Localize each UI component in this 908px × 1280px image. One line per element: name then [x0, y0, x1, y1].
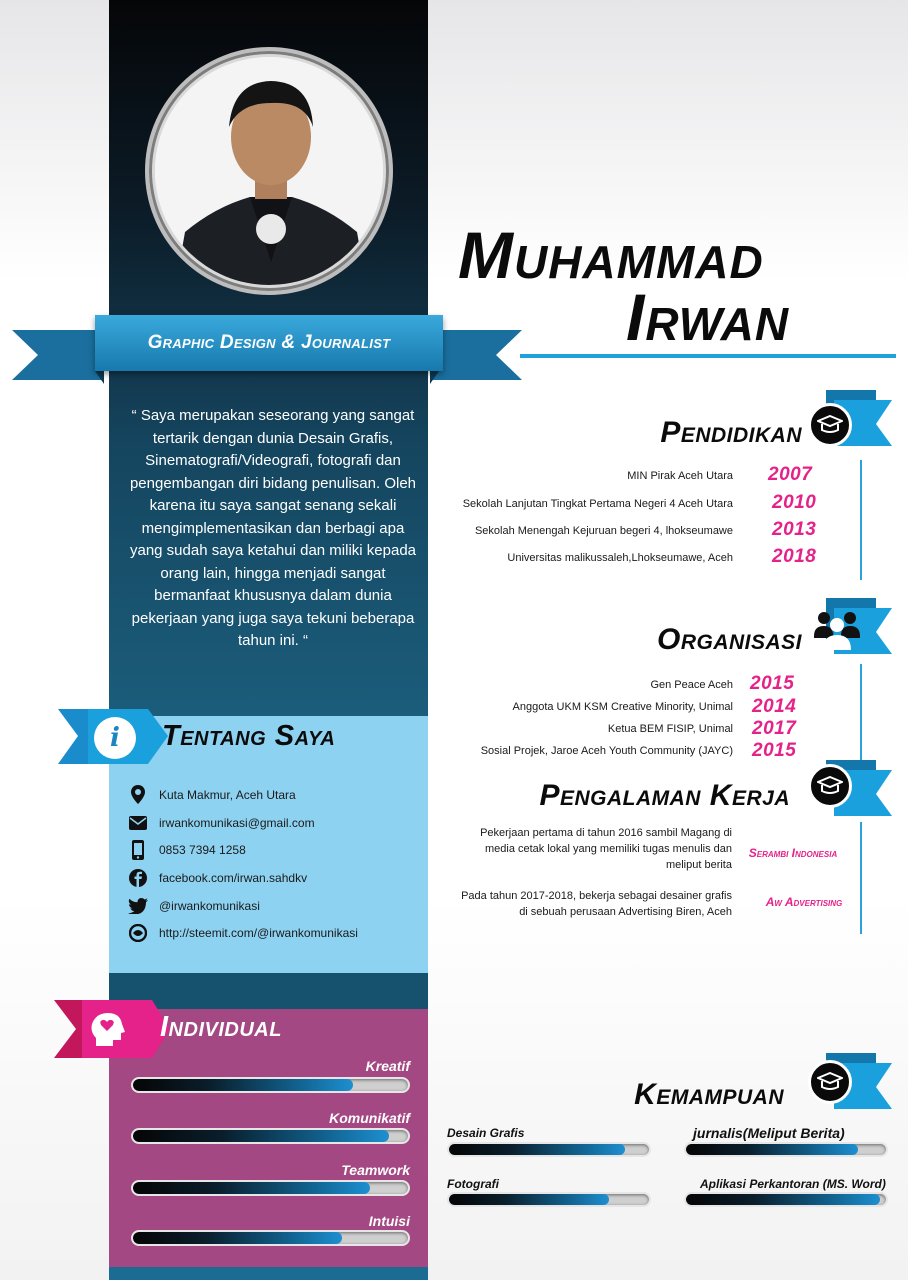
skill-bar-fill	[449, 1144, 625, 1155]
contact-phone: 0853 7394 1258	[159, 843, 246, 857]
organisasi-item: Sosial Projek, Jaroe Aceh Youth Community (JAYC)	[480, 745, 733, 757]
about-text: “ Saya merupakan seseorang yang sangat tertarik dengan dunia Desain Grafis, Sinematografi/Videografi, fotografi dan pengembangan diri bidang penulisan. Oleh karena itu saya sangat senang sekali mengimplementasikan dan berbagi apa yang sudah saya ketahui dan miliki kepada orang lain, hingga menjadi sangat bermanfaat khususnya dalam dunia pekerjaan yang juga saya tekuni beberapa tahun ini. “	[129, 407, 417, 649]
tentang-title: Tentang Saya	[162, 720, 336, 752]
skill-bar-fill	[133, 1232, 342, 1244]
steemit-icon	[128, 923, 148, 943]
kemampuan-skill-label: Desain Grafis	[447, 1126, 525, 1140]
organisasi-timeline-line	[860, 664, 862, 760]
twitter-icon	[128, 896, 148, 916]
pendidikan-item: MIN Pirak Aceh Utara	[627, 470, 733, 482]
skill-bar-fill	[133, 1079, 353, 1091]
pendidikan-year: 2018	[772, 546, 817, 567]
kemampuan-skill-label: jurnalis(Meliput Berita)	[693, 1125, 845, 1141]
pengalaman-item: Pekerjaan pertama di tahun 2016 sambil Magang di media cetak lokal yang memiliki tugas menulis dan meliput berita	[480, 827, 732, 871]
kemampuan-skill-bar	[684, 1142, 888, 1157]
pengalaman-timeline-line	[860, 822, 862, 934]
individual-skill-label: Intuisi	[368, 1213, 410, 1229]
kemampuan-title: Kemampuan	[634, 1078, 784, 1111]
organisasi-year: 2015	[750, 673, 795, 694]
kemampuan-skill-bar	[447, 1142, 651, 1157]
individual-skill-bar	[131, 1077, 410, 1093]
organisasi-item: Gen Peace Aceh	[650, 679, 733, 691]
pengalaman-company: Serambi Indonesia	[748, 846, 838, 860]
individual-skill-bar	[131, 1128, 410, 1144]
skill-bar-fill	[449, 1194, 609, 1205]
contact-row-address	[128, 783, 296, 807]
phone-icon	[128, 840, 148, 860]
organisasi-year: 2017	[752, 718, 797, 739]
kemampuan-skill-label: Fotografi	[447, 1177, 499, 1191]
contact-twitter[interactable]: @irwankomunikasi	[159, 899, 260, 913]
pengalaman-title: Pengalaman Kerja	[539, 779, 790, 812]
role-banner	[95, 315, 443, 371]
name-underline	[520, 354, 896, 358]
individual-skill-label: Komunikatif	[329, 1110, 410, 1126]
organisasi-item: Ketua BEM FISIP, Unimal	[607, 723, 733, 735]
contact-email[interactable]: irwankomunikasi@gmail.com	[159, 816, 315, 830]
organisasi-year: 2014	[752, 696, 797, 717]
pendidikan-year: 2010	[772, 492, 817, 513]
contact-facebook[interactable]: facebook.com/irwan.sahdkv	[159, 871, 308, 885]
email-icon	[128, 813, 148, 833]
skill-bar-fill	[686, 1194, 880, 1205]
last-name: Irwan	[626, 280, 790, 354]
individual-skill-label: Teamwork	[341, 1162, 410, 1178]
pendidikan-item: Universitas malikussaleh,Lhokseumawe, Aceh	[507, 552, 733, 564]
contact-address: Kuta Makmur, Aceh Utara	[159, 788, 296, 802]
pengalaman-company: Aw Advertising	[765, 895, 843, 909]
skill-bar-fill	[686, 1144, 858, 1155]
contact-row-email	[128, 811, 315, 835]
contact-row-twitter	[128, 894, 260, 918]
organisasi-item: Anggota UKM KSM Creative Minority, Unimal	[512, 701, 733, 713]
graduation-cap-icon	[808, 764, 852, 808]
skill-bar-fill	[133, 1182, 370, 1194]
pendidikan-item: Sekolah Menengah Kejuruan begeri 4, lhokseumawe	[474, 525, 733, 537]
kemampuan-skill-label: Aplikasi Perkantoran (MS. Word)	[700, 1177, 886, 1191]
pendidikan-year: 2013	[772, 519, 817, 540]
contact-steemit[interactable]: http://steemit.com/@irwankomunikasi	[159, 926, 358, 940]
pengalaman-item: Pada tahun 2017-2018, bekerja sebagai desainer grafis di sebuah perusaan Advertising Biren, Aceh	[461, 890, 732, 918]
facebook-icon	[128, 868, 148, 888]
individual-skill-bar	[131, 1180, 410, 1196]
group-people-icon	[812, 606, 862, 652]
contact-row-phone	[128, 838, 246, 862]
organisasi-year: 2015	[752, 740, 797, 761]
bottom-band	[109, 1267, 428, 1280]
contact-row-steemit	[128, 921, 358, 945]
pendidikan-timeline-line	[860, 460, 862, 580]
individual-skill-label: Kreatif	[365, 1058, 410, 1074]
graduation-cap-icon	[808, 1060, 852, 1104]
pendidikan-title: Pendidikan	[660, 416, 802, 449]
kemampuan-skill-bar	[447, 1192, 651, 1207]
person-silhouette-icon	[155, 57, 383, 285]
first-name: Muhammad	[458, 218, 764, 292]
individual-skill-bar	[131, 1230, 410, 1246]
graduation-cap-icon	[808, 403, 852, 447]
location-pin-icon	[128, 785, 148, 805]
info-icon: i	[94, 717, 136, 759]
individual-title: Individual	[160, 1011, 282, 1043]
kemampuan-skill-bar	[684, 1192, 888, 1207]
head-heart-icon	[88, 1010, 128, 1050]
role-title: Graphic Design & Journalist	[147, 332, 391, 353]
pendidikan-year: 2007	[768, 464, 813, 485]
skill-bar-fill	[133, 1130, 389, 1142]
profile-photo	[145, 47, 393, 295]
contact-row-facebook	[128, 866, 307, 890]
pendidikan-item: Sekolah Lanjutan Tingkat Pertama Negeri 4 Aceh Utara	[462, 498, 733, 510]
organisasi-title: Organisasi	[656, 623, 802, 656]
